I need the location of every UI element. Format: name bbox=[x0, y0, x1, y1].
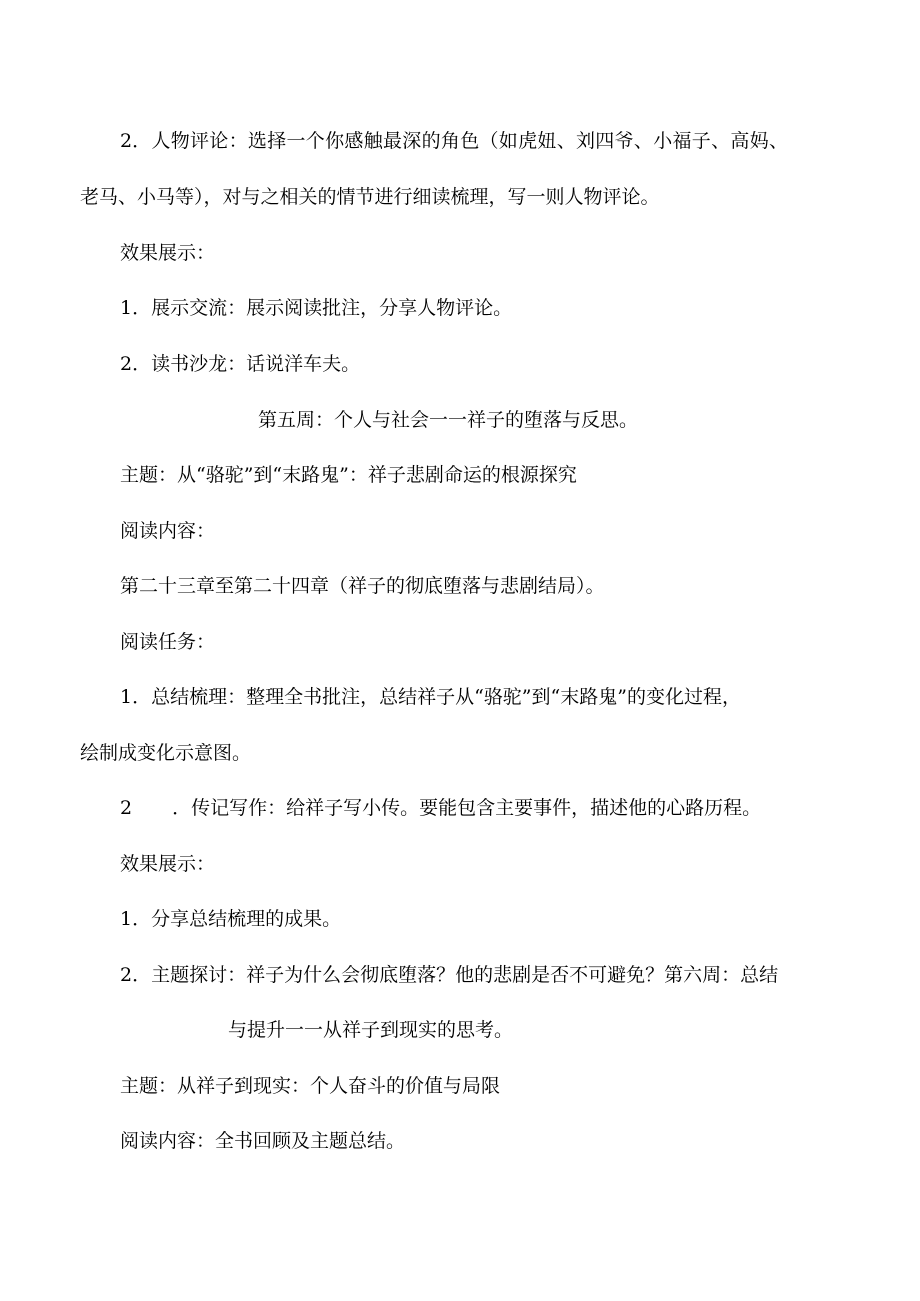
text-line bbox=[120, 795, 761, 821]
section-label bbox=[120, 240, 215, 266]
line-text: ．读书沙龙：话说洋车夫。 bbox=[132, 353, 361, 375]
text-line bbox=[120, 128, 788, 154]
line-text: ．主题探讨：祥子为什么会彻底堕落？他的悲剧是否不可避免？第六周：总结 bbox=[132, 964, 779, 986]
line-text: 阅读任务： bbox=[120, 631, 216, 653]
section-heading bbox=[258, 407, 638, 433]
line-text: 效果展示： bbox=[120, 242, 216, 264]
text-line bbox=[80, 740, 251, 766]
section-label bbox=[120, 518, 215, 544]
list-number: 2 bbox=[120, 964, 133, 986]
line-text: 绘制成变化示意图。 bbox=[80, 742, 252, 764]
list-number: 1 bbox=[120, 297, 133, 319]
text-line bbox=[80, 184, 660, 210]
line-text: ．展示交流：展示阅读批注，分享人物评论。 bbox=[132, 297, 513, 319]
list-number: 1 bbox=[120, 908, 133, 930]
text-line bbox=[120, 962, 778, 988]
text-line bbox=[120, 906, 341, 932]
line-text: 效果展示： bbox=[120, 853, 216, 875]
line-text: 第五周：个人与社会一一祥子的堕落与反思。 bbox=[258, 409, 639, 431]
line-text: 主题：从“骆驼”到“末路鬼”：祥子悲剧命运的根源探究 bbox=[120, 464, 577, 486]
text-line bbox=[120, 684, 741, 710]
line-text: 阅读内容：全书回顾及主题总结。 bbox=[120, 1130, 406, 1152]
text-line bbox=[120, 295, 512, 321]
line-text: 老马、小马等），对与之相关的情节进行细读梳理，写一则人物评论。 bbox=[80, 186, 660, 208]
line-text: 第二十三章至第二十四章（祥子的彻底堕落与悲剧结局）。 bbox=[120, 575, 605, 597]
list-number: 2 bbox=[120, 130, 133, 152]
text-line bbox=[120, 351, 360, 377]
list-number: 1 bbox=[120, 686, 133, 708]
line-text: 与提升一一从祥子到现实的思考。 bbox=[228, 1019, 514, 1041]
text-line bbox=[120, 462, 577, 488]
text-line bbox=[120, 1128, 405, 1154]
text-line bbox=[120, 573, 605, 599]
line-text: ．人物评论：选择一个你感触最深的角色（如虎妞、刘四爷、小福子、高妈、 bbox=[132, 130, 789, 152]
list-number: 2 bbox=[120, 353, 133, 375]
list-number: 2 bbox=[120, 797, 133, 819]
line-text: ．传记写作：给祥子写小传。要能包含主要事件，描述他的心路历程。 bbox=[172, 797, 762, 819]
section-heading bbox=[228, 1017, 513, 1043]
line-text: ．分享总结梳理的成果。 bbox=[132, 908, 342, 930]
line-text: ．总结梳理：整理全书批注，总结祥子从“骆驼”到“末路鬼”的变化过程， bbox=[132, 686, 741, 708]
text-line bbox=[120, 1073, 500, 1099]
section-label bbox=[120, 851, 215, 877]
line-text: 阅读内容： bbox=[120, 520, 216, 542]
line-text: 主题：从祥子到现实：个人奋斗的价值与局限 bbox=[120, 1075, 501, 1097]
section-label bbox=[120, 629, 215, 655]
